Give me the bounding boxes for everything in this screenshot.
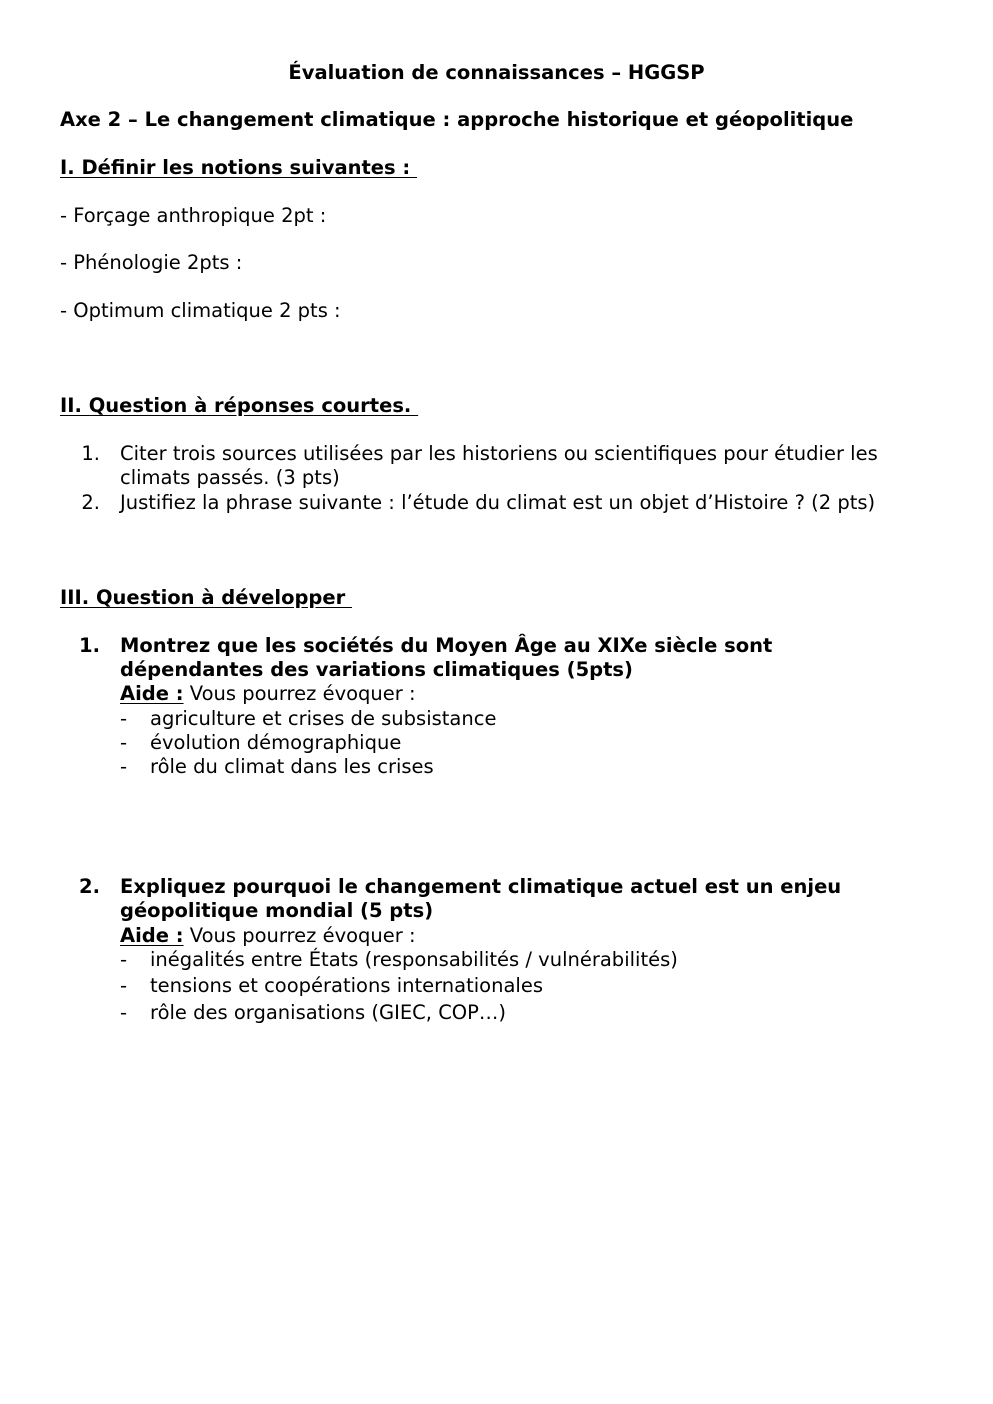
- aide-bullet: [120, 707, 127, 731]
- aide-text: Vous pourrez évoquer :: [183, 682, 416, 705]
- short-question-2-line1: Justifiez la phrase suivante : l’étude du climat est un objet d’Histoire ? (2 pts): [120, 491, 876, 514]
- essay-question-1-line2: dépendantes des variations climatiques (5pts): [120, 658, 633, 681]
- aide-bullet-text: rôle des organisations (GIEC, COP…): [150, 1001, 507, 1024]
- essay-question-2-line1: Expliquez pourquoi le changement climatique actuel est un enjeu: [120, 875, 842, 898]
- aide-text: Vous pourrez évoquer :: [183, 924, 416, 947]
- section-1-heading: I. Définir les notions suivantes :: [60, 156, 418, 179]
- page-title: Évaluation de connaissances – HGGSP: [288, 61, 705, 84]
- notion-item: - Phénologie 2pts :: [60, 251, 243, 274]
- essay-question-1-line1: Montrez que les sociétés du Moyen Âge au XIXe siècle sont: [120, 634, 773, 657]
- axis-heading: Axe 2 – Le changement climatique : approche historique et géopolitique: [60, 108, 854, 131]
- aide-bullet-text: inégalités entre États (responsabilités / vulnérabilités): [150, 948, 678, 971]
- aide-line: [120, 924, 416, 948]
- question-number: 2.: [79, 875, 100, 898]
- essay-question-2-line2: géopolitique mondial (5 pts): [120, 899, 434, 922]
- aide-bullet: [120, 948, 127, 972]
- short-question-1-line1: Citer trois sources utilisées par les historiens ou scientifiques pour étudier les: [120, 442, 878, 465]
- aide-bullet-text: tensions et coopérations internationales: [150, 974, 543, 997]
- bullet-dash: -: [120, 948, 128, 971]
- aide-bullet: [120, 755, 127, 779]
- aide-line: [120, 682, 416, 706]
- question-number: 1.: [81, 442, 100, 465]
- aide-label: Aide :: [120, 682, 184, 705]
- aide-bullet: [120, 974, 127, 998]
- notion-item: - Optimum climatique 2 pts :: [60, 299, 341, 322]
- bullet-dash: -: [120, 731, 128, 754]
- aide-bullet-text: évolution démographique: [150, 731, 402, 754]
- aide-bullet-text: agriculture et crises de subsistance: [150, 707, 497, 730]
- aide-bullet: [120, 1001, 127, 1025]
- bullet-dash: -: [120, 755, 128, 778]
- bullet-dash: -: [120, 974, 128, 997]
- aide-label: Aide :: [120, 924, 184, 947]
- short-question-1-line2: climats passés. (3 pts): [120, 466, 340, 489]
- question-number: 2.: [81, 491, 100, 514]
- aide-bullet-text: rôle du climat dans les crises: [150, 755, 434, 778]
- notion-item: - Forçage anthropique 2pt :: [60, 204, 327, 227]
- bullet-dash: -: [120, 707, 128, 730]
- section-3-heading: III. Question à développer: [60, 586, 353, 609]
- aide-bullet: [120, 731, 127, 755]
- bullet-dash: -: [120, 1001, 128, 1024]
- question-number: 1.: [79, 634, 100, 657]
- section-2-heading: II. Question à réponses courtes.: [60, 394, 419, 417]
